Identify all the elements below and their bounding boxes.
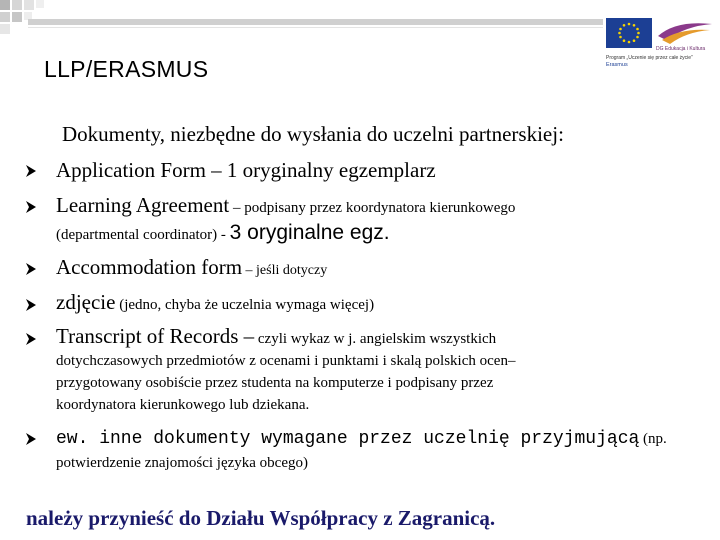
list-item (56, 255, 327, 280)
item-note: (jedno, chyba że uczelnia wymaga więcej) (115, 297, 375, 313)
eu-flag-logo (606, 18, 652, 48)
item-note-line: dotychczasowych przedmiotów z ocenami i punktami i skalą polskich ocen– (56, 353, 516, 369)
arrow-bullet-icon (24, 432, 38, 446)
item-note: czyli wykaz w j. angielskim wszystkich (254, 331, 497, 347)
page-title: LLP/ERASMUS (44, 56, 209, 82)
item-note: – jeśli dotyczy (242, 263, 328, 278)
program-caption: Program „Uczenie się przez całe życie” (606, 55, 693, 61)
list-item-continuation (56, 350, 696, 416)
list-item (56, 290, 374, 315)
list-item-continuation (56, 452, 696, 474)
list-item (56, 158, 436, 183)
item-note: (departmental coordinator) - (56, 227, 230, 243)
list-item (56, 193, 515, 218)
item-emphasis: 3 oryginalne egz. (229, 221, 390, 244)
item-text: Learning Agreement (56, 193, 230, 217)
llp-logo (656, 18, 714, 48)
item-note: (np. (639, 431, 667, 447)
closing-instruction: należy przynieść do Działu Współpracy z Zagranicą. (26, 506, 496, 530)
arrow-bullet-icon (24, 164, 38, 178)
llp-logo-caption: DG Edukacja i Kultura (656, 46, 706, 52)
header-rule-thin (28, 27, 603, 28)
arrow-bullet-icon (24, 332, 38, 346)
list-item (56, 324, 496, 349)
item-text: Application Form – 1 oryginalny egzemplarz (56, 158, 436, 182)
intro-text: Dokumenty, niezbędne do wysłania do uczelni partnerskiej: (62, 122, 564, 146)
item-text: zdjęcie (56, 290, 116, 314)
item-note: potwierdzenie znajomości języka obcego) (56, 455, 308, 471)
erasmus-caption: Erasmus (606, 62, 628, 68)
logo-group (604, 18, 716, 70)
header-rule (28, 19, 603, 25)
arrow-bullet-icon (24, 298, 38, 312)
item-note-line: koordynatora kierunkowego lub dziekana. (56, 397, 310, 413)
arrow-bullet-icon (24, 200, 38, 214)
list-item-continuation (56, 222, 696, 246)
item-text: ew. inne dokumenty wymagane przez uczelnię przyjmującą (56, 429, 640, 449)
list-item (56, 424, 667, 449)
corner-decoration (0, 0, 80, 60)
item-note: – podpisany przez koordynatora kierunkowego (229, 200, 516, 216)
item-text: Transcript of Records – (56, 324, 255, 348)
item-text: Accommodation form (56, 255, 243, 279)
arrow-bullet-icon (24, 262, 38, 276)
item-note-line: przygotowany osobiście przez studenta na komputerze i podpisany przez (56, 375, 494, 391)
